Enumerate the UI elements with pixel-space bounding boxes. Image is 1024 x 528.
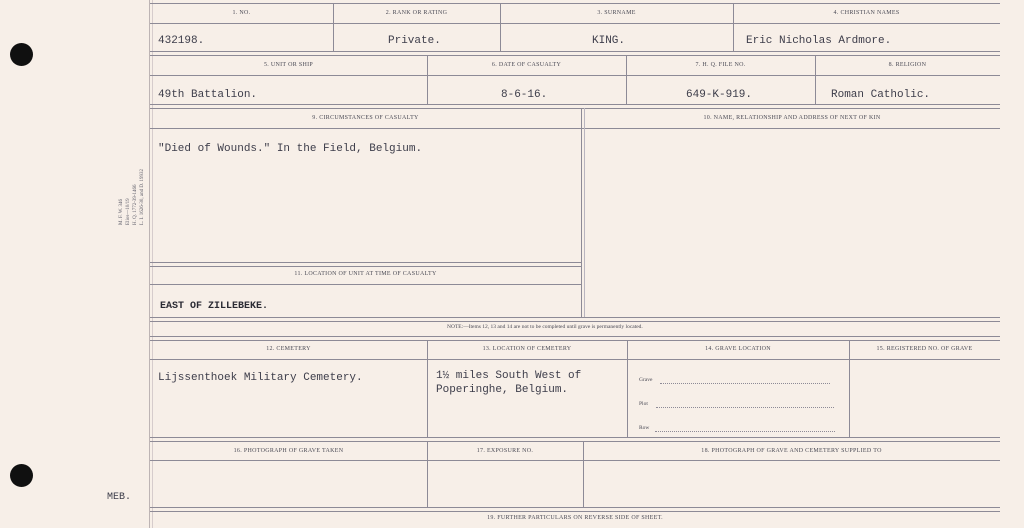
hq-file-value: 649-K-919. — [686, 89, 753, 101]
plot-field-label: Plot — [639, 401, 648, 407]
location-cemetery-value-1: 1½ miles South West of — [436, 370, 582, 382]
grave-location-label: 14. GRAVE LOCATION — [705, 346, 771, 352]
location-unit-label: 11. LOCATION OF UNIT AT TIME OF CASUALTY — [294, 271, 437, 277]
rank-value: Private. — [388, 35, 441, 47]
rank-label: 2. RANK OR RATING — [385, 10, 448, 16]
further-particulars-label: 19. FURTHER PARTICULARS ON REVERSE SIDE OF SHEET. — [487, 515, 663, 521]
form-number: M. F. W. 346 Elios—10/19 H. Q. 1772-39-1466 L. I. 1626-30, and D. 19932 — [119, 169, 145, 225]
note-text: NOTE:—Items 12, 13 and 14 are not to be completed until grave is permanently located. — [447, 324, 643, 330]
hq-file-label: 7. H. Q. FILE NO. — [695, 62, 746, 68]
date-casualty-label: 6. DATE OF CASUALTY — [491, 62, 562, 68]
surname-label: 3. SURNAME — [597, 10, 636, 16]
no-value: 432198. — [158, 35, 205, 47]
punch-hole-top — [10, 43, 33, 66]
surname-value: KING. — [592, 35, 626, 47]
photo-taken-label: 16. PHOTOGRAPH OF GRAVE TAKEN — [233, 448, 344, 454]
row-field-label: Row — [639, 425, 650, 431]
circumstances-value: "Died of Wounds." In the Field, Belgium. — [158, 143, 423, 155]
punch-hole-bottom — [10, 464, 33, 487]
circumstances-label: 9. CIRCUMSTANCES OF CASUALTY — [312, 115, 419, 121]
religion-label: 8. RELIGION — [888, 62, 927, 68]
grave-field-label: Grave — [639, 377, 653, 383]
unit-value: 49th Battalion. — [158, 89, 258, 101]
location-cemetery-label: 13. LOCATION OF CEMETERY — [482, 346, 572, 352]
photo-supplied-label: 18. PHOTOGRAPH OF GRAVE AND CEMETERY SUPPLIED TO — [701, 448, 882, 454]
christian-names-label: 4. CHRISTIAN NAMES — [833, 10, 900, 16]
next-of-kin-label: 10. NAME, RELATIONSHIP AND ADDRESS OF NEXT OF KIN — [703, 115, 881, 121]
unit-label: 5. UNIT OR SHIP — [263, 62, 314, 68]
cemetery-value: Lijssenthoek Military Cemetery. — [158, 372, 363, 384]
location-unit-value: EAST OF ZILLEBEKE. — [160, 301, 269, 312]
date-casualty-value: 8-6-16. — [501, 89, 548, 101]
no-label: 1. NO. — [232, 10, 251, 16]
religion-value: Roman Catholic. — [831, 89, 931, 101]
christian-names-value: Eric Nicholas Ardmore. — [746, 35, 892, 47]
cemetery-label: 12. CEMETERY — [266, 346, 311, 352]
registered-no-label: 15. REGISTERED NO. OF GRAVE — [876, 346, 973, 352]
stamp: MEB. — [107, 492, 132, 503]
location-cemetery-value-2: Poperinghe, Belgium. — [436, 384, 569, 396]
exposure-label: 17. EXPOSURE NO. — [476, 448, 534, 454]
